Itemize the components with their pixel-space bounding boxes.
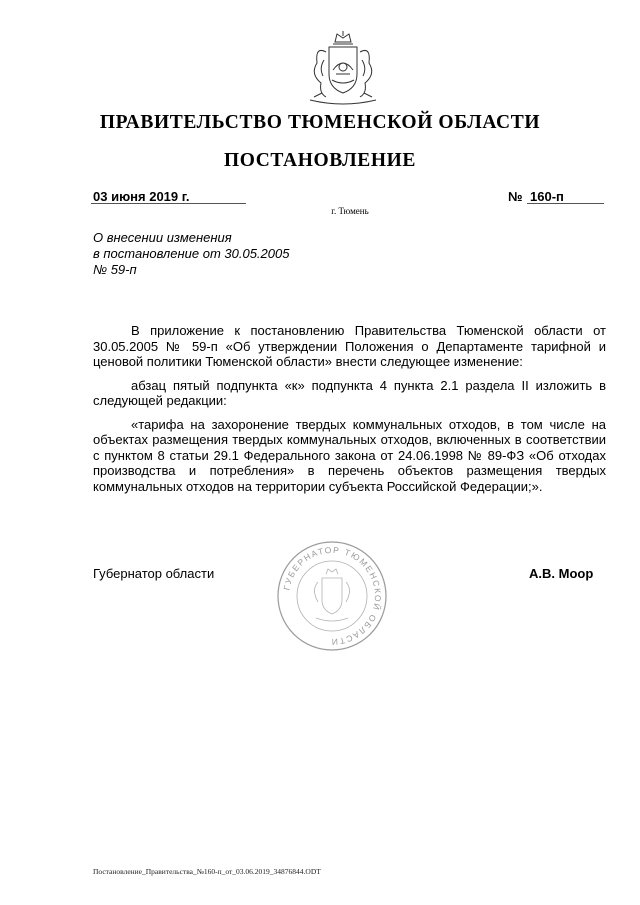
footer-filename: Постановление_Правительства_№160-п_от_03.06.2019_34876844.ODT [93, 867, 321, 876]
seal-text: ГУБЕРНАТОР ТЮМЕНСКОЙ ОБЛАСТИ [281, 544, 384, 648]
signatory-position: Губернатор области [93, 566, 215, 581]
subject-line: в постановление от 30.05.2005 [93, 246, 290, 261]
document-number: 160-п [530, 189, 564, 204]
date-underline [91, 203, 246, 204]
subject-line: О внесении изменения [93, 230, 232, 245]
number-underline [527, 203, 604, 204]
document-type: ПОСТАНОВЛЕНИЕ [223, 150, 417, 171]
body-paragraph: В приложение к постановлению Правительства Тюменской области от 30.05.2005 № 59-п «Об утверждении Положения о Департаменте тарифной и ценовой политики Тюменской области» внести следующее изменение: [93, 323, 606, 369]
signatory-name: А.В. Моор [529, 566, 594, 581]
number-sign: № [508, 189, 523, 204]
subject-line: № 59-п [93, 262, 137, 277]
city-label: г. Тюмень [331, 206, 369, 216]
coat-of-arms-icon [302, 30, 384, 108]
document-body [93, 323, 606, 494]
body-paragraph: «тарифа на захоронение твердых коммунальных отходов, в том числе на объектах размещения твердых коммунальных отходов, включенных в соответствии с пунктом 8 статьи 29.1 Федерального закона от 24.06.1998 № 89-ФЗ «Об отходах производства и потребления» в перечень объектов размещения твердых коммунальных отходов на территории субъекта Российской Федерации;». [93, 416, 606, 494]
body-paragraph: абзац пятый подпункта «к» подпункта 4 пункта 2.1 раздела II изложить в следующей редакции: [93, 377, 606, 408]
document-subject [93, 230, 289, 278]
official-seal [276, 540, 388, 652]
organization-title: ПРАВИТЕЛЬСТВО ТЮМЕНСКОЙ ОБЛАСТИ [99, 112, 541, 133]
document-date: 03 июня 2019 г. [93, 189, 190, 204]
